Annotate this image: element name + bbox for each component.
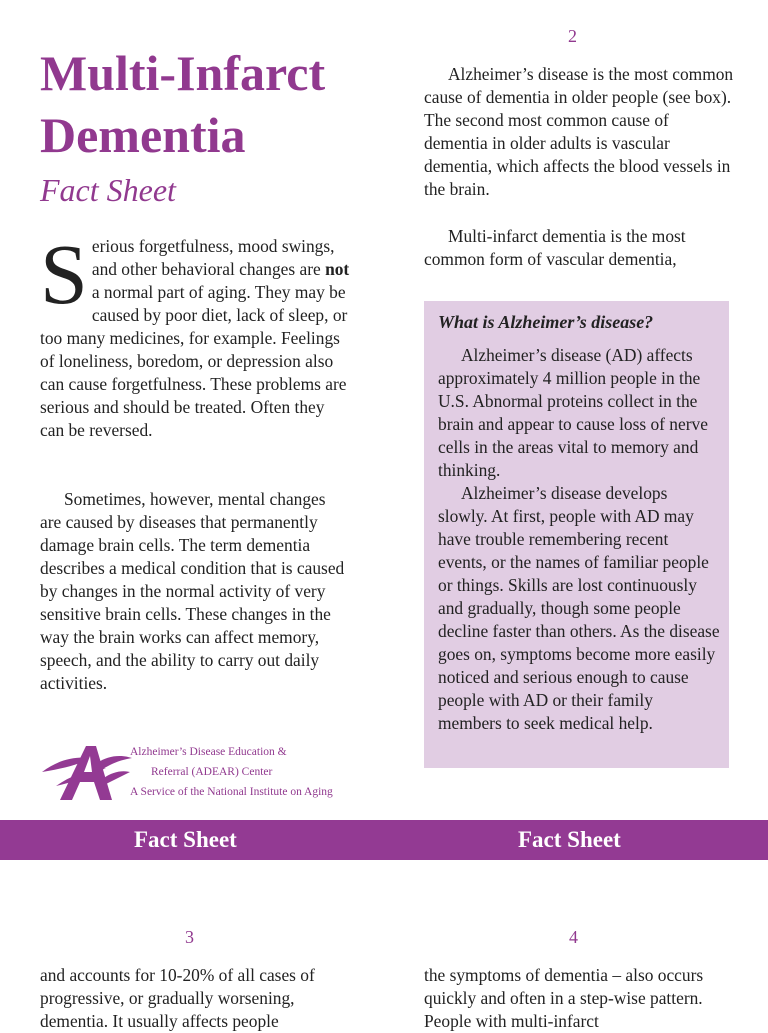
info-box-paragraph-1: Alzheimer’s disease (AD) affects approximately 4 million people in the U.S. Abnormal proteins collect in the brain and appear to cause loss of nerve cells in the areas vital to memory and thinking.: [438, 345, 708, 480]
info-box-paragraph-2: Alzheimer’s disease develops slowly. At first, people with AD may have trouble remembering recent events, or the names of familiar people or things. Skills are lost continuously and gradually, though some people decline faster than others. As the disease goes on, symptoms become more easily noticed and serious enough to cause people with AD or their family members to seek medical help.: [438, 483, 720, 733]
title-line-1: Multi-Infarct: [40, 45, 326, 101]
page-4-text: the symptoms of dementia – also occurs quickly and often in a step-wise pattern. People with multi-infarct: [424, 965, 704, 1031]
page-number-2: 2: [568, 26, 577, 46]
right-paragraph-1: Alzheimer’s disease is the most common cause of dementia in older people (see box). The second most common cause of dementia in older adults is vascular dementia, which affects the blood vessels in the brain.: [424, 64, 734, 199]
alzheimers-info-box: [424, 301, 729, 768]
drop-cap: S: [40, 226, 88, 322]
intro-text-b: a normal part of aging. They may be caused by poor diet, lack of sleep, or too many medicines, for example. Feelings of loneliness, boredom, or depression also can cause forgetfulness. These problems are serious and should be treated. Often they can be reversed.: [40, 282, 348, 440]
info-box-title: What is Alzheimer’s disease?: [438, 312, 654, 332]
org-line-1: Alzheimer’s Disease Education &: [130, 746, 287, 758]
title-line-2: Dementia: [40, 107, 246, 163]
org-line-3: A Service of the National Institute on Aging: [130, 786, 333, 798]
adear-logo-icon: [40, 742, 132, 800]
intro-text-a: erious forgetfulness, mood swings, and other behavioral changes are: [91, 236, 335, 279]
band-label-left: Fact Sheet: [134, 827, 237, 852]
page-number-4: 4: [569, 927, 578, 947]
intro-bold-word: not: [325, 259, 350, 279]
page-3-text: and accounts for 10-20% of all cases of progressive, or gradually worsening, dementia. It usually affects people: [40, 965, 315, 1031]
right-paragraph-2: Multi-infarct dementia is the most common form of vascular dementia,: [424, 226, 686, 269]
organization-credit: [130, 742, 370, 802]
body-paragraph-2: Sometimes, however, mental changes are caused by diseases that permanently damage brain cells. The term dementia describes a medical condition that is caused by changes in the normal activity of very sensitive brain cells. These changes in the way the brain works can affect memory, speech, and the ability to carry out daily activities.: [40, 489, 345, 693]
document-subtitle: Fact Sheet: [40, 172, 176, 208]
document-title: [40, 42, 400, 166]
band-label-right: Fact Sheet: [518, 827, 621, 852]
page-number-3: 3: [185, 927, 194, 947]
org-line-2: Referral (ADEAR) Center: [151, 766, 273, 778]
fact-sheet-band: [0, 820, 768, 860]
intro-paragraph: [40, 226, 350, 442]
